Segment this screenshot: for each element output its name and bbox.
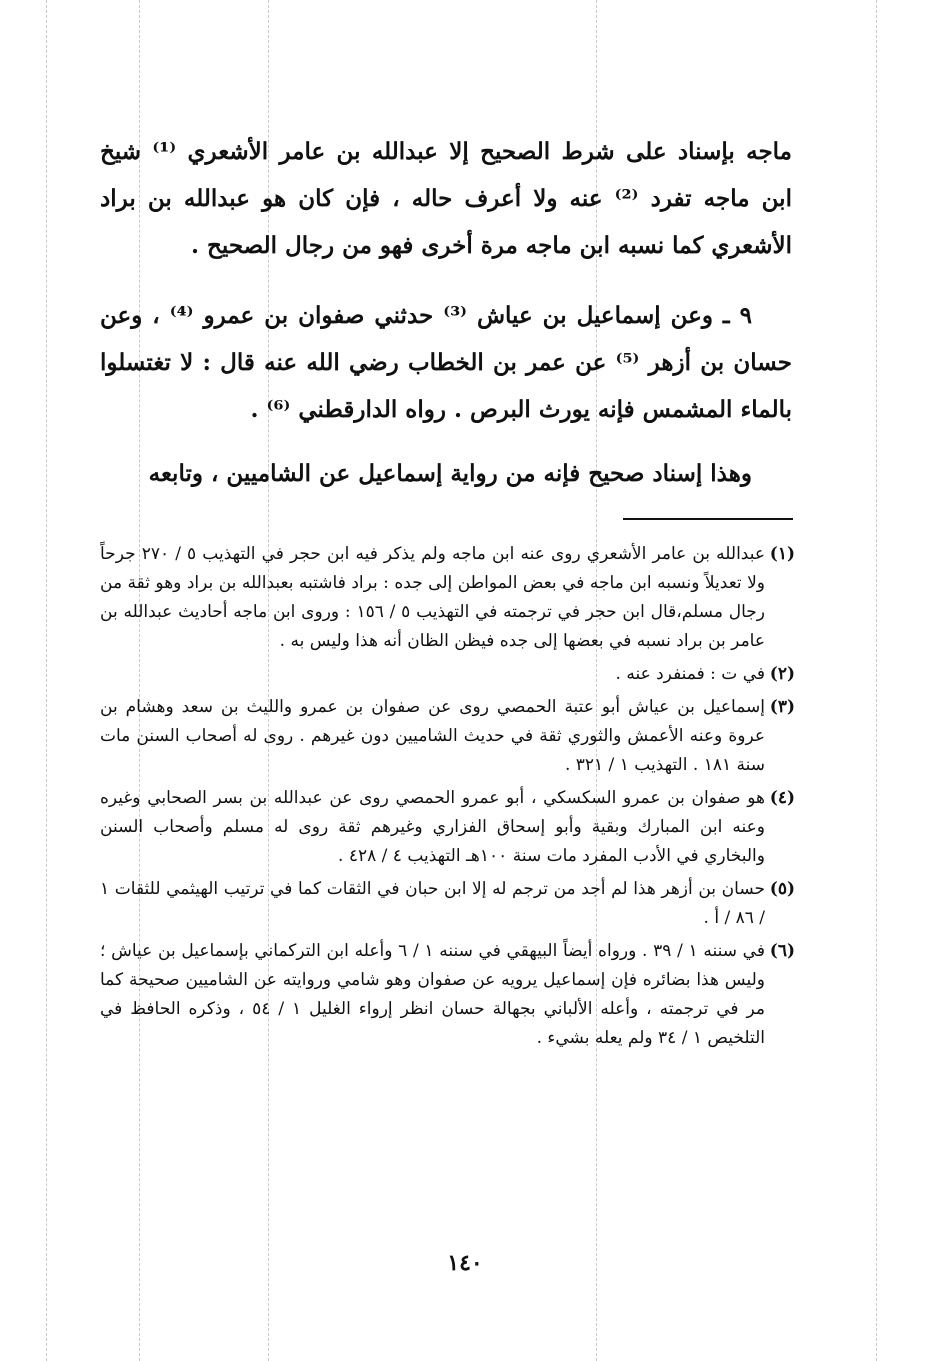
footnote-separator [623,518,793,520]
paragraph-2-hadith-9: ٩ ـ وعن إسماعيل بن عياش ⁽³⁾ حدثني صفوان بن عمرو ⁽⁴⁾ ، وعن حسان بن أزهر ⁽⁵⁾ عن عمر بن الخطاب رضي الله عنه قال : لا تغتسلوا بالماء المشمس فإنه يورث البرص . رواه الدارقطني ⁽⁶⁾ . [100,302,792,423]
scan-guide-line [46,0,47,1361]
footnotes [100,540,795,1057]
page-number: ١٤٠ [447,1250,483,1276]
footnote-3 [100,693,795,780]
footnote-number: (٣) [769,697,795,717]
footnote-1 [100,540,795,656]
footnote-number: (٦) [769,941,795,961]
footnote-number: (١) [769,544,795,564]
paragraph-1: ماجه بإسناد على شرط الصحيح إلا عبدالله بن عامر الأشعري ⁽¹⁾ شيخ ابن ماجه تفرد ⁽²⁾ عنه ولا أعرف حاله ، فإن كان هو عبدالله بن براد الأشعري كما نسبه ابن ماجه مرة أخرى فهو من رجال الصحيح . [100,138,792,259]
footnote-text: حسان بن أزهر هذا لم أجد من ترجم له إلا ابن حبان في الثقات كما في ترتيب الهيثمي للثقات ١ / ٨٦ / أ . [100,879,765,928]
paragraph-3: وهذا إسناد صحيح فإنه من رواية إسماعيل عن الشاميين ، وتابعه [148,460,752,487]
scan-guide-line [876,0,877,1361]
footnote-text: عبدالله بن عامر الأشعري روى عنه ابن ماجه ولم يذكر فيه ابن حجر في التهذيب ٥ / ٢٧٠ جرحاً ولا تعديلاً ونسبه ابن ماجه في بعض المواطن إلى جده : براد فاشتبه بعبدالله بن براد وهو ثقة من رجال مسلم،قال ابن حجر في ترجمته في التهذيب ٥ / ١٥٦ : وروى ابن ماجه أحاديث عبدالله بن عامر بن براد نسبه في بعضها إلى جده فيظن الظان أنه هذا وليس به . [100,544,765,651]
footnote-number: (٤) [769,788,795,808]
footnote-text: في سننه ١ / ٣٩ . ورواه أيضاً البيهقي في سننه ١ / ٦ وأعله ابن التركماني بإسماعيل بن عياش ؛ وليس هذا بضائره فإن إسماعيل يرويه عن صفوان وهو شامي وروايته عن الشاميين صحيحة كما مر في ترجمته ، وأعله الألباني بجهالة حسان انظر إرواء الغليل ١ / ٥٤ ، وذكره الحافظ في التلخيص ١ / ٣٤ ولم يعله بشيء . [100,941,765,1048]
footnote-2 [100,660,795,689]
footnote-text: إسماعيل بن عياش أبو عتبة الحمصي روى عن صفوان بن عمرو والليث بن سعد وهشام بن عروة وعنه الأعمش والثوري ثقة في حديث الشاميين دون غيرهم . روى له أصحاب السنن مات سنة ١٨١ . التهذيب ١ / ٣٢١ . [100,697,765,775]
footnote-number: (٥) [769,879,795,899]
footnote-number: (٢) [769,664,795,684]
footnote-6 [100,937,795,1053]
footnote-text: هو صفوان بن عمرو السكسكي ، أبو عمرو الحمصي روى عن عبدالله بن بسر الصحابي وغيره وعنه ابن المبارك وبقية وأبو إسحاق الفزاري وغيرهم ثقة روى له مسلم وأصحاب السنن والبخاري في الأدب المفرد مات سنة ١٠٠هـ التهذيب ٤ / ٤٢٨ . [100,788,765,866]
footnote-4 [100,784,795,871]
footnote-5 [100,875,795,933]
footnote-text: في ت : فمنفرد عنه . [615,664,765,684]
